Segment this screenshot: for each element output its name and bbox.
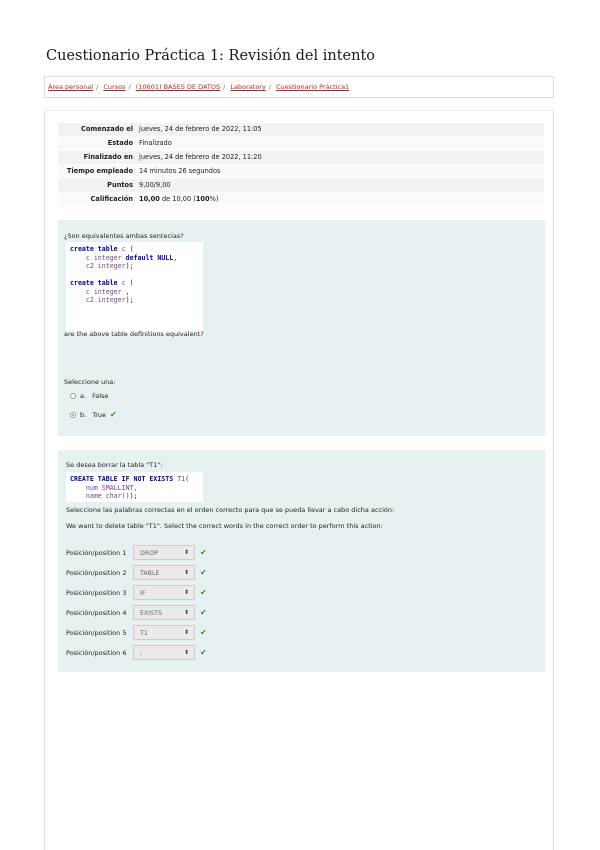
question-2-instruction-en: We want to delete table "T1". Select the correct words in the correct order to perform this action: (66, 522, 383, 530)
position-row-6 (66, 645, 207, 660)
select-arrow-icon: ⬍ (183, 549, 189, 556)
summary-value: jueves, 24 de febrero de 2022, 11:05 (136, 123, 544, 137)
select-one-label: Seleccione una: (64, 378, 116, 386)
summary-label: Puntos (58, 179, 136, 193)
position-5-select[interactable]: T1 ⬍ (133, 625, 195, 640)
correct-check-icon: ✔ (200, 608, 207, 617)
position-label: Posición/position 6 (66, 648, 127, 657)
select-arrow-icon: ⬍ (183, 569, 189, 576)
position-label: Posición/position 4 (66, 608, 127, 617)
summary-value (136, 193, 544, 207)
position-label: Posición/position 1 (66, 548, 127, 557)
summary-value: Finalizado (136, 137, 544, 151)
position-row-5 (66, 625, 207, 640)
summary-row-finished (58, 151, 544, 165)
select-arrow-icon: ⬍ (183, 609, 189, 616)
page-title: Cuestionario Práctica 1: Revisión del intento (46, 48, 376, 64)
summary-label: Finalizado en (58, 151, 136, 165)
answer-option-b[interactable] (70, 410, 117, 419)
summary-value: 9,00/9,00 (136, 179, 544, 193)
summary-value: jueves, 24 de febrero de 2022, 11:20 (136, 151, 544, 165)
attempt-summary-table (58, 123, 544, 207)
grade-score: 10,00 (139, 195, 160, 203)
answer-option-a[interactable] (70, 392, 108, 400)
breadcrumb-cursos[interactable]: Cursos (103, 83, 126, 91)
correct-check-icon: ✔ (200, 648, 207, 657)
radio-b-selected[interactable] (70, 412, 76, 418)
grade-end: %) (209, 195, 219, 203)
position-label: Posición/position 5 (66, 628, 127, 637)
position-4-select[interactable]: EXISTS ⬍ (133, 605, 195, 620)
position-row-1 (66, 545, 207, 560)
summary-label: Estado (58, 137, 136, 151)
question-2-code: CREATE TABLE IF NOT EXISTS T1( num SMALLINT, name char()); (66, 472, 203, 502)
question-2-intro: Se desea borrar la tabla "T1": (66, 461, 163, 469)
summary-label: Comenzado el (58, 123, 136, 137)
question-1-code: create table c ( c integer default NULL, c2 integer); create table c ( c integer , c2 integer); (66, 242, 203, 334)
grade-out-of: de 10,00 ( (159, 195, 196, 203)
position-6-select[interactable]: ; ⬍ (133, 645, 195, 660)
summary-label: Calificación (58, 193, 136, 207)
position-label: Posición/position 3 (66, 588, 127, 597)
summary-row-started (58, 123, 544, 137)
breadcrumb-area-personal[interactable]: Área personal (48, 83, 94, 91)
position-row-3 (66, 585, 207, 600)
summary-row-state (58, 137, 544, 151)
position-1-select[interactable]: DROP ⬍ (133, 545, 195, 560)
position-label: Posición/position 2 (66, 568, 127, 577)
select-arrow-icon: ⬍ (183, 589, 189, 596)
question-2-instruction-es: Seleccione las palabras correctas en el orden correcto para que se pueda llevar a cabo dicha acción: (66, 506, 395, 514)
question-1 (58, 220, 545, 436)
select-arrow-icon: ⬍ (183, 629, 189, 636)
summary-row-time (58, 165, 544, 179)
question-1-english: are the above table definitions equivalent? (64, 330, 204, 338)
correct-check-icon: ✔ (110, 410, 117, 419)
breadcrumb-course[interactable]: (10601) BASES DE DATOS (135, 83, 221, 91)
breadcrumb-laboratory[interactable]: Laboratory (230, 83, 266, 91)
question-1-intro: ¿Son equivalentes ambas sentecias? (64, 232, 184, 240)
position-2-select[interactable]: TABLE ⬍ (133, 565, 195, 580)
summary-value: 14 minutos 26 segundos (136, 165, 544, 179)
option-letter: a. (80, 392, 87, 400)
position-row-2 (66, 565, 207, 580)
option-letter: b. (80, 410, 87, 419)
option-text: False (92, 392, 109, 400)
position-row-4 (66, 605, 207, 620)
correct-check-icon: ✔ (200, 588, 207, 597)
correct-check-icon: ✔ (200, 548, 207, 557)
position-3-select[interactable]: IF ⬍ (133, 585, 195, 600)
breadcrumb-quiz[interactable]: Cuestionario Práctica1 (276, 83, 350, 91)
radio-a[interactable] (70, 393, 76, 399)
grade-percent: 100 (195, 195, 210, 203)
summary-label: Tiempo empleado (58, 165, 136, 179)
option-text: True (92, 410, 107, 419)
summary-row-grade (58, 193, 544, 207)
correct-check-icon: ✔ (200, 628, 207, 637)
select-arrow-icon: ⬍ (183, 649, 189, 656)
breadcrumb: Área personal / Cursos / (10601) BASES DE DATOS / Laboratory / Cuestionario Práctica1 (44, 76, 554, 98)
summary-row-points (58, 179, 544, 193)
correct-check-icon: ✔ (200, 568, 207, 577)
